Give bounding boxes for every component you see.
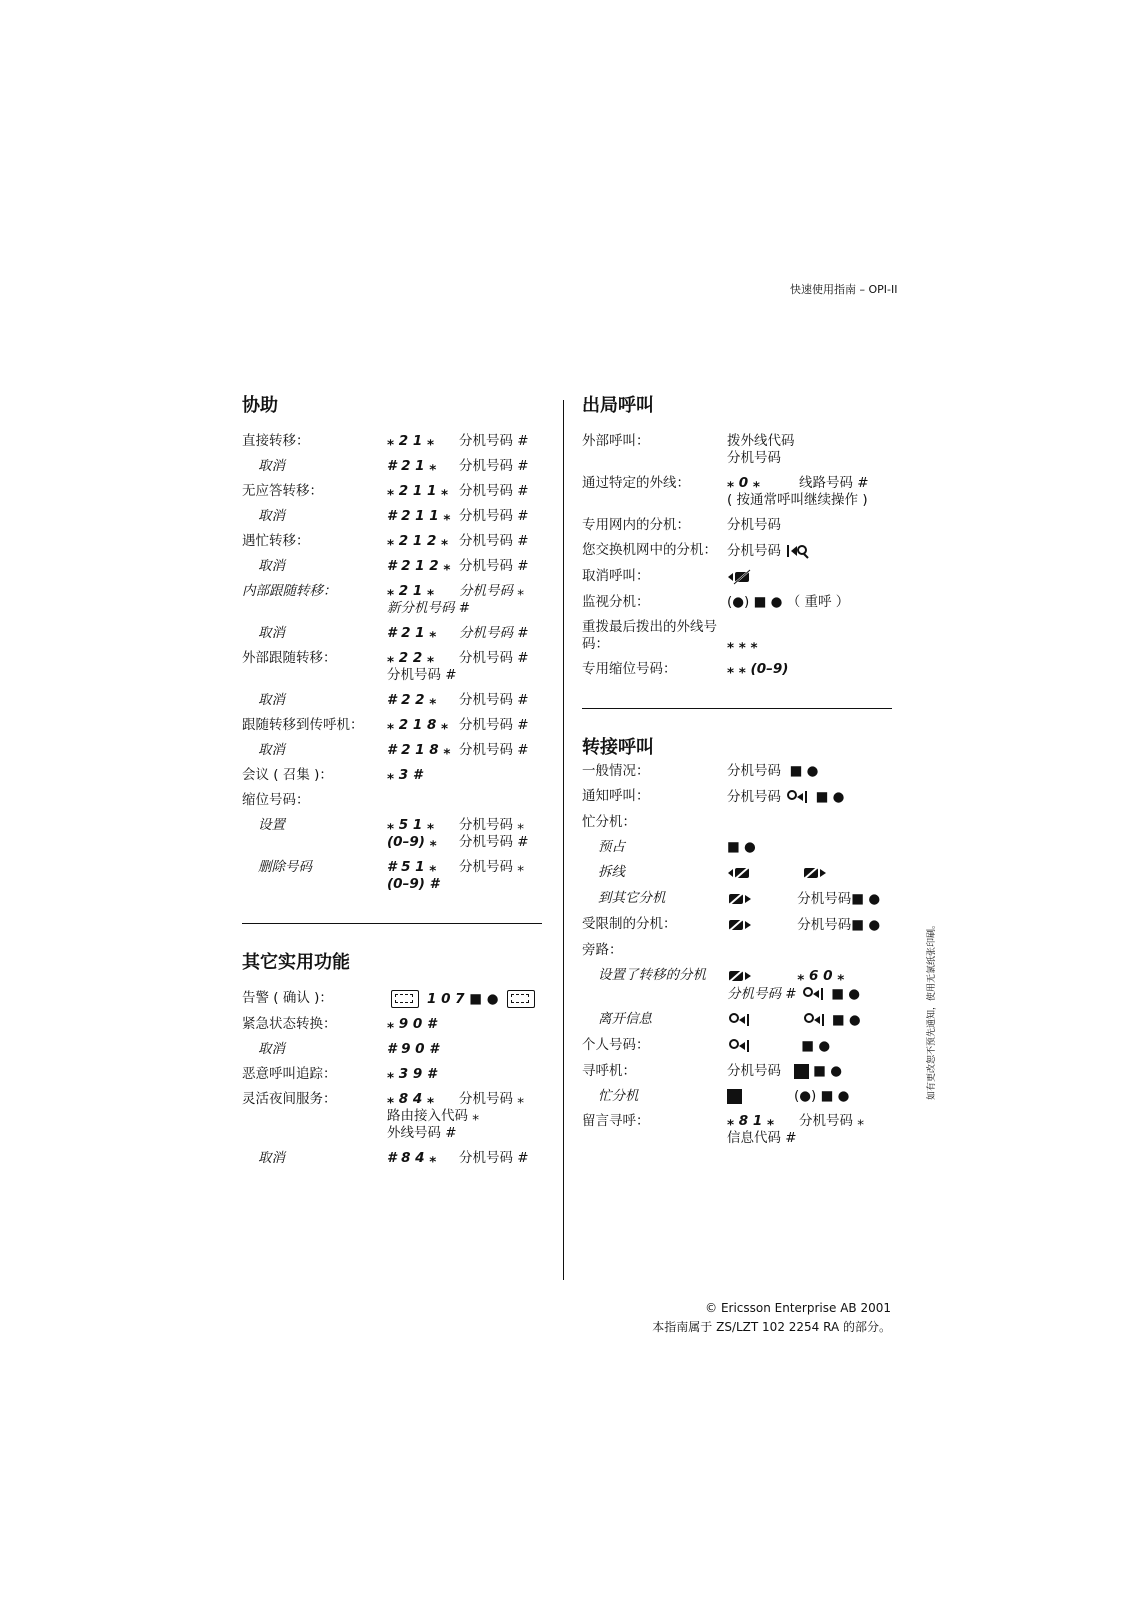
- list-item: 取消呼叫：: [582, 568, 892, 586]
- list-item: 告警 ( 确认 )： 1 0 7 ■ ●: [242, 990, 542, 1008]
- list-item: 遇忙转移： ⁎ 2 1 2 ⁎ 分机号码 #: [242, 533, 529, 549]
- list-item: 设置 ⁎ 5 1 ⁎ 分机号码 ⁎ (0–9) ⁎ 分机号码 #: [258, 817, 529, 850]
- hang-up-icon: [727, 864, 753, 882]
- list-item: 会议 ( 召集 )： ⁎ 3 #: [242, 767, 423, 783]
- list-item: 一般情况： 分机号码 ■ ●: [582, 763, 819, 779]
- network-call-icon: [785, 542, 811, 560]
- list-item: 直接转移： ⁎ 2 1 ⁎ 分机号码 #: [242, 433, 529, 449]
- list-item: 内部跟随转移： ⁎ 2 1 ⁎ 分机号码 ⁎ 新分机号码 #: [242, 583, 525, 616]
- list-item: 取消 # 2 1 8 ⁎ 分机号码 #: [258, 742, 529, 758]
- list-item: 取消 # 2 1 2 ⁎ 分机号码 #: [258, 558, 529, 574]
- list-item: 跟随转移到传呼机： ⁎ 2 1 8 ⁎ 分机号码 #: [242, 717, 529, 733]
- list-item: 专用缩位号码： ⁎ ⁎ (0–9): [582, 661, 789, 677]
- list-item: 无应答转移： ⁎ 2 1 1 ⁎ 分机号码 #: [242, 483, 529, 499]
- copyright: © Ericsson Enterprise AB 2001: [705, 1301, 891, 1315]
- list-item: 通知呼叫： 分机号码 ■ ●: [582, 788, 845, 805]
- list-item: 取消 # 2 1 1 ⁎ 分机号码 #: [258, 508, 529, 524]
- section-title-transfer-calls: 转接呼叫: [582, 737, 654, 758]
- list-item: 通过特定的外线： ⁎ 0 ⁎ 线路号码 # ( 按通常呼叫继续操作 ): [582, 475, 869, 508]
- section-title-other-features: 其它实用功能: [242, 952, 350, 973]
- announce-icon: [727, 1037, 753, 1055]
- large-square-icon: [727, 1089, 742, 1104]
- list-item: 您交换机网中的分机： 分机号码: [582, 542, 892, 560]
- list-item: 缩位号码：: [242, 792, 310, 808]
- list-item: 预占 ■ ●: [598, 839, 756, 855]
- left-column: [242, 395, 542, 1175]
- list-item: 拆线: [582, 864, 892, 882]
- list-item: 取消 # 2 1 ⁎ 分机号码 #: [258, 625, 529, 641]
- list-item: 旁路：: [582, 942, 623, 958]
- side-note: 如有更改恕不预先通知，使用无氯纸张印刷。: [927, 919, 937, 1100]
- list-item: 留言寻呼： ⁎ 8 1 ⁎ 分机号码 ⁎ 信息代码 #: [582, 1113, 865, 1146]
- list-item: 受限制的分机： 分机号码■ ●: [582, 916, 881, 933]
- announce-icon: [802, 1011, 828, 1029]
- announce-icon: [727, 1011, 753, 1029]
- list-item: 外部呼叫： 拨外线代码 分机号码: [582, 433, 795, 466]
- part-number: 本指南属于 ZS/LZT 102 2254 RA 的部分。: [652, 1320, 891, 1334]
- announce-icon: [785, 788, 811, 806]
- phone-key-icon: [507, 990, 535, 1008]
- list-item: 紧急状态转换： ⁎ 9 0 #: [242, 1016, 437, 1032]
- transfer-icon: [727, 916, 753, 934]
- list-item: 删除号码 # 5 1 ⁎ 分机号码 ⁎ (0–9) #: [258, 859, 525, 892]
- list-item: 监视分机： (●) ■ ● （ 重呼 ）: [582, 594, 850, 610]
- list-item: 离开信息 ■ ●: [598, 1011, 861, 1028]
- divider: [242, 923, 542, 924]
- list-item: 取消 # 8 4 ⁎ 分机号码 #: [258, 1150, 529, 1166]
- list-item: 个人号码： ■ ●: [582, 1037, 831, 1054]
- list-item: 灵活夜间服务： ⁎ 8 4 ⁎ 分机号码 ⁎ 路由接入代码 ⁎ 外线号码 #: [242, 1091, 525, 1141]
- list-item: 专用网内的分机： 分机号码: [582, 517, 781, 533]
- hang-up-icon: [727, 568, 753, 586]
- section-title-assist: 协助: [242, 395, 278, 416]
- list-item: 寻呼机： 分机号码 ■ ●: [582, 1063, 842, 1079]
- list-item: 到其它分机 分机号码■ ●: [598, 890, 881, 907]
- list-item: 取消 # 2 2 ⁎ 分机号码 #: [258, 692, 529, 708]
- list-item: 设置了转移的分机 ⁎ 6 0 ⁎ 分机号码 # ■ ●: [598, 967, 861, 1002]
- large-square-icon: [794, 1064, 809, 1079]
- list-item: 恶意呼叫追踪： ⁎ 3 9 #: [242, 1066, 437, 1082]
- list-item: 重拨最后拨出的外线号码： ⁎ ⁎ ⁎: [582, 619, 758, 652]
- section-title-outgoing-calls: 出局呼叫: [582, 395, 654, 416]
- list-item: 取消 # 2 1 ⁎ 分机号码 #: [258, 458, 529, 474]
- right-column: [582, 395, 892, 1155]
- list-item: 忙分机：: [582, 814, 636, 830]
- list-item: 取消 # 9 0 #: [258, 1041, 439, 1057]
- list-item: 外部跟随转移： ⁎ 2 2 ⁎ 分机号码 # 分机号码 #: [242, 650, 529, 683]
- announce-icon: [801, 985, 827, 1003]
- transfer-icon: [727, 890, 753, 908]
- column-divider: [563, 400, 564, 1280]
- page-header: 快速使用指南 – OPI-II: [790, 283, 898, 296]
- transfer-icon: [727, 967, 753, 985]
- list-item: 忙分机 (●) ■ ●: [598, 1088, 850, 1104]
- transfer-icon: [802, 864, 828, 882]
- divider: [582, 708, 892, 709]
- phone-key-icon: [391, 990, 419, 1008]
